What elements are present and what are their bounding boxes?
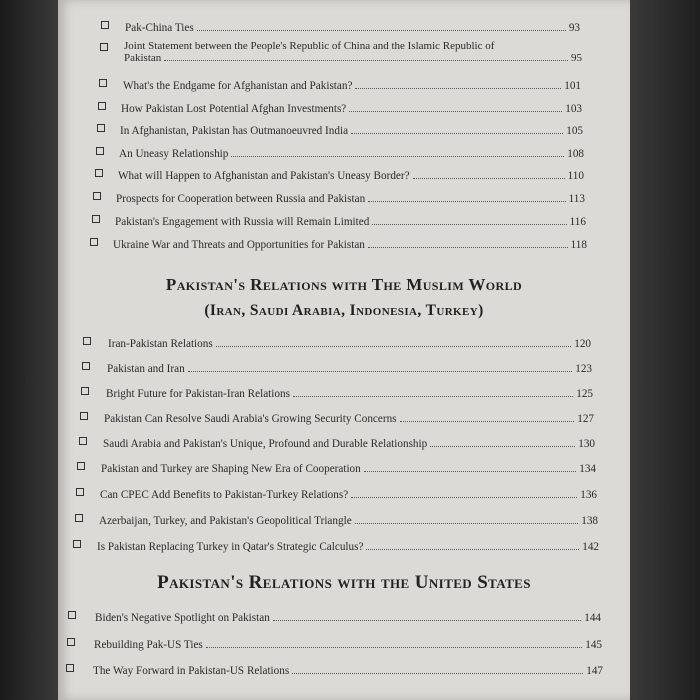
- checkbox-icon: [100, 43, 108, 51]
- checkbox-icon: [67, 638, 75, 646]
- toc-entry-page: 145: [585, 639, 602, 651]
- checkbox-icon: [73, 540, 81, 548]
- leader-dots: [413, 177, 565, 179]
- toc-entry-page: 105: [566, 125, 583, 137]
- checkbox-icon: [66, 664, 74, 672]
- toc-entry-page: 120: [574, 338, 591, 350]
- toc-entry: [123, 72, 581, 92]
- toc-entry: [120, 117, 583, 137]
- toc-entry: [124, 40, 582, 64]
- background-edge: [630, 0, 700, 700]
- toc-entry-page: 118: [570, 239, 587, 251]
- leader-dots: [206, 646, 582, 648]
- toc-entry: [97, 533, 599, 553]
- checkbox-icon: [99, 79, 107, 87]
- toc-entry-title: Azerbaijan, Turkey, and Pakistan's Geopolitical Triangle: [99, 515, 352, 527]
- toc-entry: [95, 604, 601, 624]
- section-heading: Pakistan's Relations with the United States: [157, 572, 531, 593]
- toc-entry-page: 113: [568, 193, 585, 205]
- toc-entry: [119, 140, 584, 160]
- leader-dots: [368, 200, 565, 202]
- toc-entry-title: Is Pakistan Replacing Turkey in Qatar's Strategic Calculus?: [97, 541, 364, 553]
- leader-dots: [400, 420, 575, 422]
- leader-dots: [197, 29, 566, 31]
- leader-dots: [366, 548, 579, 550]
- checkbox-icon: [98, 102, 106, 110]
- toc-entry-page: 134: [579, 463, 596, 475]
- leader-dots: [351, 132, 563, 134]
- checkbox-icon: [79, 437, 87, 445]
- toc-entry-page: 116: [569, 216, 586, 228]
- toc-entry-page: 123: [575, 363, 592, 375]
- toc-entry: [100, 481, 597, 501]
- checkbox-icon: [95, 169, 103, 177]
- leader-dots: [355, 522, 579, 524]
- leader-dots: [368, 246, 568, 248]
- leader-dots: [188, 370, 573, 372]
- leader-dots: [216, 345, 572, 347]
- toc-entry: [93, 657, 603, 677]
- toc-entry: [101, 455, 596, 475]
- toc-entry-title: Pakistan and Iran: [107, 363, 185, 375]
- leader-dots: [164, 59, 568, 61]
- leader-dots: [293, 395, 573, 397]
- leader-dots: [372, 223, 566, 225]
- toc-entry-title: An Uneasy Relationship: [119, 148, 229, 160]
- checkbox-icon: [81, 387, 89, 395]
- toc-entry: [104, 405, 594, 425]
- checkbox-icon: [76, 488, 84, 496]
- leader-dots: [430, 445, 575, 447]
- checkbox-icon: [90, 238, 98, 246]
- toc-entry-page: 103: [565, 103, 582, 115]
- toc-entry-title: Pak-China Ties: [125, 22, 194, 34]
- checkbox-icon: [68, 611, 76, 619]
- toc-entry-page: 101: [564, 80, 581, 92]
- toc-entry: [107, 355, 592, 375]
- toc-entry-title: What will Happen to Afghanistan and Pakistan's Uneasy Border?: [118, 170, 410, 182]
- toc-entry-page: 130: [578, 438, 595, 450]
- leader-dots: [351, 496, 577, 498]
- leader-dots: [355, 87, 561, 89]
- toc-entry-title-cont: Pakistan: [124, 52, 162, 64]
- leader-dots: [349, 110, 562, 112]
- checkbox-icon: [101, 21, 109, 29]
- toc-entry-page: 138: [581, 515, 598, 527]
- toc-entry-page: 125: [576, 388, 593, 400]
- toc-entry-page: 142: [582, 541, 599, 553]
- toc-entry-title: Bright Future for Pakistan-Iran Relations: [106, 388, 290, 400]
- checkbox-icon: [96, 147, 104, 155]
- toc-entry-page: 95: [571, 52, 582, 64]
- toc-entry-page: 108: [567, 148, 584, 160]
- checkbox-icon: [75, 514, 83, 522]
- section-heading: Pakistan's Relations with The Muslim World: [165, 275, 523, 294]
- toc-entry-page: 136: [580, 489, 597, 501]
- toc-entry-page: 147: [586, 665, 603, 677]
- leader-dots: [364, 470, 576, 472]
- toc-entry-title: Pakistan and Turkey are Shaping New Era of Cooperation: [101, 463, 361, 475]
- toc-entry-title: Iran-Pakistan Relations: [108, 338, 213, 350]
- toc-entry: [125, 14, 580, 34]
- leader-dots: [231, 155, 564, 157]
- checkbox-icon: [93, 192, 101, 200]
- toc-entry-page: 127: [577, 413, 594, 425]
- checkbox-icon: [82, 362, 90, 370]
- toc-entry-title: What's the Endgame for Afghanistan and Pakistan?: [123, 80, 353, 92]
- toc-entry-title: Joint Statement between the People's Republic of China and the Islamic Republic of: [124, 40, 495, 52]
- toc-entry: [99, 507, 598, 527]
- checkbox-icon: [97, 124, 105, 132]
- toc-entry-page: 110: [567, 170, 584, 182]
- checkbox-icon: [80, 412, 88, 420]
- checkbox-icon: [83, 337, 91, 345]
- toc-entry-title: Rebuilding Pak-US Ties: [94, 639, 203, 651]
- toc-entry-title: Saudi Arabia and Pakistan's Unique, Profound and Durable Relationship: [103, 438, 428, 450]
- section-subheading: (Iran, Saudi Arabia, Indonesia, Turkey): [204, 302, 484, 319]
- book-spine-shadow: [0, 0, 58, 700]
- toc-entry: [115, 208, 586, 228]
- toc-entry-title: Can CPEC Add Benefits to Pakistan-Turkey Relations?: [100, 489, 349, 501]
- checkbox-icon: [77, 462, 85, 470]
- toc-entry-page: 93: [568, 22, 580, 34]
- toc-entry-page: 144: [584, 612, 601, 624]
- checkbox-icon: [92, 215, 100, 223]
- toc-entry: [118, 162, 584, 182]
- toc-entry: [106, 380, 593, 400]
- toc-entry-title: The Way Forward in Pakistan-US Relations: [93, 665, 290, 677]
- toc-entry-title: In Afghanistan, Pakistan has Outmanoeuvred India: [120, 125, 349, 137]
- toc-entry-title: How Pakistan Lost Potential Afghan Investments?: [121, 103, 347, 115]
- leader-dots: [292, 672, 583, 674]
- toc-entry: [103, 430, 595, 450]
- toc-entry-title: Prospects for Cooperation between Russia and Pakistan: [116, 193, 366, 205]
- toc-entry-title: Pakistan Can Resolve Saudi Arabia's Growing Security Concerns: [104, 413, 397, 425]
- toc-entry-title: Ukraine War and Threats and Opportunities for Pakistan: [113, 239, 365, 251]
- toc-entry: [108, 330, 591, 350]
- toc-entry-title: Pakistan's Engagement with Russia will Remain Limited: [115, 216, 370, 228]
- toc-entry: [94, 631, 602, 651]
- leader-dots: [273, 619, 581, 621]
- toc-entry: [121, 95, 582, 115]
- toc-entry-title: Biden's Negative Spotlight on Pakistan: [95, 612, 270, 624]
- toc-entry: [116, 185, 585, 205]
- toc-entry: [113, 231, 587, 251]
